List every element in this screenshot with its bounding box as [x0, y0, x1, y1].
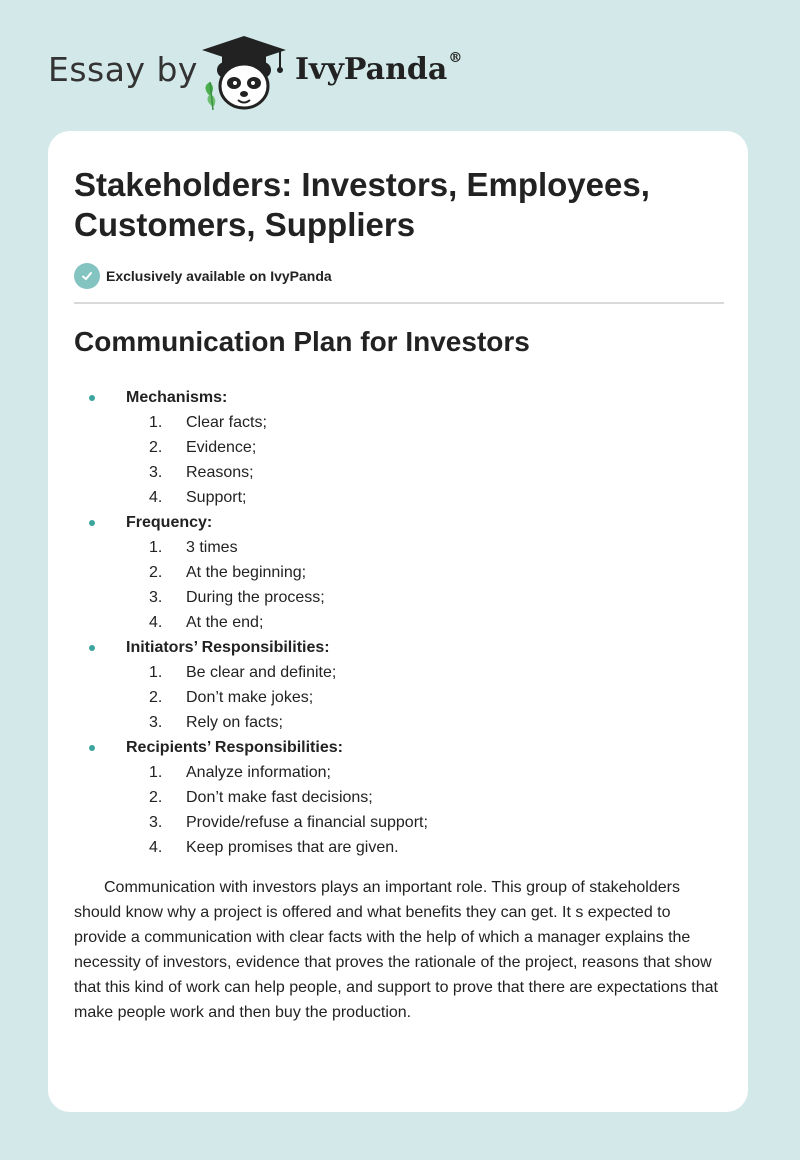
item-text: Keep promises that are given. — [186, 839, 399, 856]
item-number: 2. — [149, 689, 163, 706]
bullet-icon — [89, 645, 95, 651]
bullet-icon — [89, 395, 95, 401]
item-text: Rely on facts; — [186, 714, 283, 731]
item-text: Clear facts; — [186, 414, 267, 431]
group-label: Mechanisms: — [126, 389, 228, 406]
group-label: Frequency: — [126, 514, 213, 531]
item-number: 1. — [149, 414, 163, 431]
site-header — [48, 30, 508, 110]
item-text: Don’t make jokes; — [186, 689, 314, 706]
divider — [74, 302, 724, 304]
item-text: At the end; — [186, 614, 264, 631]
list-group-mechanisms — [74, 385, 724, 410]
item-text: Evidence; — [186, 439, 257, 456]
check-icon — [74, 263, 100, 289]
exclusive-text: Exclusively available on IvyPanda — [106, 268, 332, 284]
item-text: Analyze information; — [186, 764, 331, 781]
list-group-frequency — [74, 510, 724, 535]
registered-mark: ® — [448, 50, 463, 66]
section-heading: Communication Plan for Investors — [74, 326, 530, 357]
list-item — [74, 760, 724, 785]
item-number: 2. — [149, 439, 163, 456]
page-title: Stakeholders: Investors, Employees, Customers, Suppliers — [74, 166, 650, 243]
exclusive-badge — [74, 263, 332, 289]
item-number: 3. — [149, 714, 163, 731]
item-number: 3. — [149, 814, 163, 831]
list-item — [74, 435, 724, 460]
list-item — [74, 585, 724, 610]
list-item — [74, 535, 724, 560]
item-number: 1. — [149, 539, 163, 556]
item-number: 3. — [149, 589, 163, 606]
item-text: Reasons; — [186, 464, 254, 481]
item-text: Support; — [186, 489, 247, 506]
item-number: 4. — [149, 614, 163, 631]
bullet-icon — [89, 745, 95, 751]
item-number: 3. — [149, 464, 163, 481]
list-item — [74, 810, 724, 835]
item-text: During the process; — [186, 589, 325, 606]
list-item — [74, 460, 724, 485]
list-item — [74, 710, 724, 735]
item-text: Provide/refuse a financial support; — [186, 814, 428, 831]
essay-by-label: Essay by — [48, 50, 198, 89]
group-label: Recipients’ Responsibilities: — [126, 739, 343, 756]
list-item — [74, 610, 724, 635]
list-item — [74, 485, 724, 510]
item-number: 4. — [149, 839, 163, 856]
list-group-recipients — [74, 735, 724, 760]
item-text: 3 times — [186, 539, 238, 556]
item-text: At the beginning; — [186, 564, 307, 581]
item-number: 2. — [149, 789, 163, 806]
plan-list — [74, 385, 724, 860]
bullet-icon — [89, 520, 95, 526]
item-number: 2. — [149, 564, 163, 581]
list-item — [74, 560, 724, 585]
brand-name — [295, 52, 462, 87]
essay-card — [48, 131, 748, 1112]
item-number: 4. — [149, 489, 163, 506]
list-item — [74, 660, 724, 685]
list-item — [74, 410, 724, 435]
list-item — [74, 835, 724, 860]
body-paragraph: Communication with investors plays an important role. This group of stakeholders should know why a project is offered and what benefits they can get. It s expected to provide a communication with clear facts with the help of which a manager explains the necessity of investors, evidence that proves the rationale of the project, reasons that show that this kind of work can help people, and support to prove that there are expectations that make people work and then buy the production. — [74, 879, 718, 1021]
list-item — [74, 685, 724, 710]
item-number: 1. — [149, 764, 163, 781]
ivypanda-logo-icon[interactable] — [198, 34, 290, 112]
list-group-initiators — [74, 635, 724, 660]
item-text: Be clear and definite; — [186, 664, 337, 681]
list-item — [74, 785, 724, 810]
item-text: Don’t make fast decisions; — [186, 789, 373, 806]
item-number: 1. — [149, 664, 163, 681]
brand-text: IvyPanda — [295, 52, 448, 87]
group-label: Initiators’ Responsibilities: — [126, 639, 330, 656]
